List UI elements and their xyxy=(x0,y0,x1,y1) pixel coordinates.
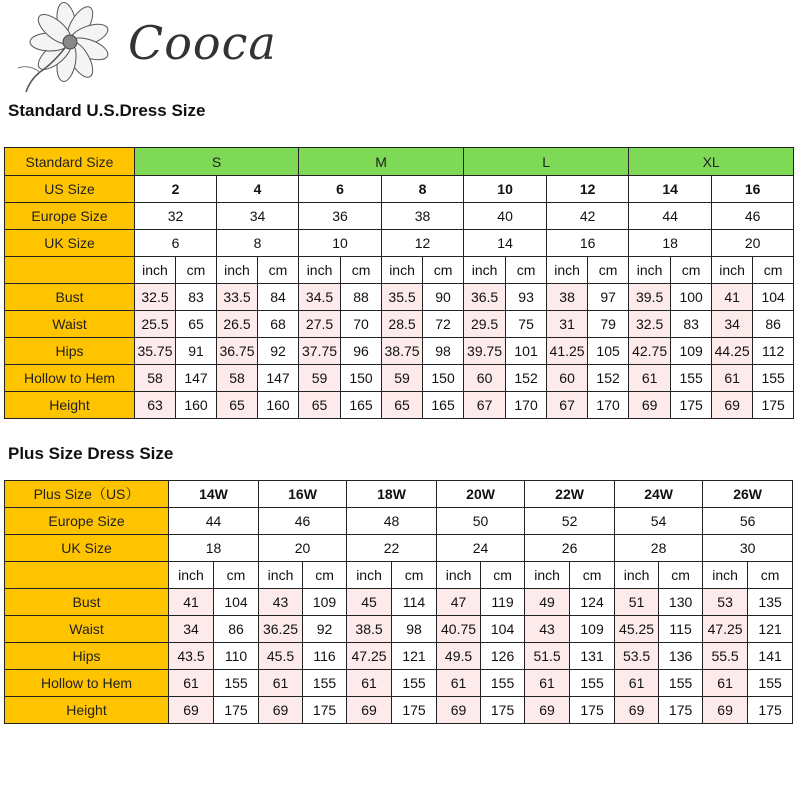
measure-cell: 104 xyxy=(753,284,794,311)
unit-cell: cm xyxy=(753,257,794,284)
measure-cell: 47 xyxy=(437,589,481,616)
measure-cell: 152 xyxy=(588,365,629,392)
unit-cell: cm xyxy=(481,562,525,589)
measure-cell: 136 xyxy=(659,643,703,670)
measure-cell: 160 xyxy=(258,392,299,419)
brand-name: Cooca xyxy=(128,16,277,70)
measure-cell: 35.5 xyxy=(382,284,423,311)
measure-cell: 67 xyxy=(464,392,506,419)
measure-cell: 37.75 xyxy=(299,338,341,365)
measure-cell: 147 xyxy=(176,365,217,392)
unit-cell: cm xyxy=(570,562,615,589)
unit-cell: cm xyxy=(176,257,217,284)
measure-cell: 67 xyxy=(547,392,588,419)
size-cell: 14 xyxy=(464,230,547,257)
size-cell: 32 xyxy=(135,203,217,230)
measure-cell: 170 xyxy=(506,392,547,419)
measure-cell: 36.5 xyxy=(464,284,506,311)
measure-cell: 83 xyxy=(671,311,712,338)
measure-cell: 175 xyxy=(570,697,615,724)
size-cell: 18 xyxy=(169,535,259,562)
unit-cell: inch xyxy=(169,562,214,589)
size-cell: 18 xyxy=(629,230,712,257)
size-cell: 52 xyxy=(525,508,615,535)
unit-cell: inch xyxy=(525,562,570,589)
measure-cell: 69 xyxy=(525,697,570,724)
measure-cell: 101 xyxy=(506,338,547,365)
measure-cell: 155 xyxy=(214,670,259,697)
size-cell: 8 xyxy=(382,176,464,203)
measure-cell: 61 xyxy=(169,670,214,697)
unit-cell: inch xyxy=(629,257,671,284)
row-label: Hollow to Hem xyxy=(5,670,169,697)
measure-cell: 61 xyxy=(703,670,748,697)
measure-cell: 79 xyxy=(588,311,629,338)
size-header: 14W xyxy=(169,481,259,508)
size-cell: 4 xyxy=(217,176,299,203)
measure-cell: 170 xyxy=(588,392,629,419)
unit-cell: cm xyxy=(423,257,464,284)
measure-cell: 109 xyxy=(671,338,712,365)
measure-cell: 155 xyxy=(748,670,793,697)
measure-cell: 126 xyxy=(481,643,525,670)
measure-cell: 114 xyxy=(392,589,437,616)
size-cell: 24 xyxy=(437,535,525,562)
size-header: 16W xyxy=(259,481,347,508)
size-cell: 6 xyxy=(135,230,217,257)
measure-cell: 91 xyxy=(176,338,217,365)
measure-cell: 155 xyxy=(753,365,794,392)
row-label: Plus Size（US） xyxy=(5,481,169,508)
measure-cell: 121 xyxy=(392,643,437,670)
measure-cell: 93 xyxy=(506,284,547,311)
measure-cell: 69 xyxy=(703,697,748,724)
size-cell: 6 xyxy=(299,176,382,203)
measure-cell: 175 xyxy=(671,392,712,419)
measure-cell: 69 xyxy=(629,392,671,419)
measure-cell: 90 xyxy=(423,284,464,311)
row-label xyxy=(5,562,169,589)
daisy-flower-icon xyxy=(10,2,125,97)
row-label: Bust xyxy=(5,284,135,311)
measure-cell: 109 xyxy=(303,589,347,616)
size-cell: 8 xyxy=(217,230,299,257)
measure-cell: 96 xyxy=(341,338,382,365)
measure-cell: 165 xyxy=(423,392,464,419)
measure-cell: 92 xyxy=(303,616,347,643)
unit-cell: cm xyxy=(303,562,347,589)
measure-cell: 39.5 xyxy=(629,284,671,311)
measure-cell: 60 xyxy=(547,365,588,392)
size-header: 22W xyxy=(525,481,615,508)
measure-cell: 53 xyxy=(703,589,748,616)
table-row xyxy=(5,148,794,176)
unit-cell: inch xyxy=(437,562,481,589)
measure-cell: 155 xyxy=(570,670,615,697)
measure-cell: 119 xyxy=(481,589,525,616)
plus-size-heading: Plus Size Dress Size xyxy=(8,444,174,463)
table-row xyxy=(5,365,794,392)
measure-cell: 61 xyxy=(437,670,481,697)
measure-cell: 63 xyxy=(135,392,176,419)
measure-cell: 175 xyxy=(748,697,793,724)
measure-cell: 69 xyxy=(712,392,753,419)
table-row xyxy=(5,338,794,365)
measure-cell: 70 xyxy=(341,311,382,338)
unit-cell: cm xyxy=(588,257,629,284)
measure-cell: 165 xyxy=(341,392,382,419)
measure-cell: 61 xyxy=(615,670,659,697)
size-header: 18W xyxy=(347,481,437,508)
measure-cell: 32.5 xyxy=(135,284,176,311)
measure-cell: 175 xyxy=(753,392,794,419)
unit-cell: cm xyxy=(392,562,437,589)
measure-cell: 36.25 xyxy=(259,616,303,643)
table-row xyxy=(5,670,793,697)
row-label: Hips xyxy=(5,338,135,365)
measure-cell: 36.75 xyxy=(217,338,258,365)
size-cell: 38 xyxy=(382,203,464,230)
measure-cell: 49.5 xyxy=(437,643,481,670)
size-cell: 14 xyxy=(629,176,712,203)
measure-cell: 41.25 xyxy=(547,338,588,365)
measure-cell: 116 xyxy=(303,643,347,670)
unit-cell: cm xyxy=(506,257,547,284)
measure-cell: 92 xyxy=(258,338,299,365)
measure-cell: 29.5 xyxy=(464,311,506,338)
row-label: Hips xyxy=(5,643,169,670)
measure-cell: 69 xyxy=(615,697,659,724)
measure-cell: 155 xyxy=(659,670,703,697)
measure-cell: 147 xyxy=(258,365,299,392)
row-label: Europe Size xyxy=(5,203,135,230)
measure-cell: 61 xyxy=(712,365,753,392)
measure-cell: 61 xyxy=(347,670,392,697)
size-cell: 54 xyxy=(615,508,703,535)
measure-cell: 98 xyxy=(423,338,464,365)
unit-cell: cm xyxy=(341,257,382,284)
measure-cell: 175 xyxy=(481,697,525,724)
measure-cell: 155 xyxy=(481,670,525,697)
measure-cell: 38.5 xyxy=(347,616,392,643)
row-label: Waist xyxy=(5,616,169,643)
row-label: Standard Size xyxy=(5,148,135,176)
table-row xyxy=(5,562,793,589)
size-cell: 22 xyxy=(347,535,437,562)
table-row xyxy=(5,508,793,535)
measure-cell: 39.75 xyxy=(464,338,506,365)
measure-cell: 152 xyxy=(506,365,547,392)
size-cell: 42 xyxy=(547,203,629,230)
measure-cell: 150 xyxy=(341,365,382,392)
table-row xyxy=(5,176,794,203)
size-cell: 56 xyxy=(703,508,793,535)
size-cell: 2 xyxy=(135,176,217,203)
measure-cell: 100 xyxy=(671,284,712,311)
table-row xyxy=(5,392,794,419)
measure-cell: 41 xyxy=(169,589,214,616)
measure-cell: 155 xyxy=(392,670,437,697)
measure-cell: 60 xyxy=(464,365,506,392)
measure-cell: 86 xyxy=(753,311,794,338)
measure-cell: 69 xyxy=(437,697,481,724)
size-cell: 34 xyxy=(217,203,299,230)
row-label: Height xyxy=(5,392,135,419)
size-cell: 44 xyxy=(169,508,259,535)
size-cell: 40 xyxy=(464,203,547,230)
measure-cell: 65 xyxy=(217,392,258,419)
table-row xyxy=(5,481,793,508)
measure-cell: 97 xyxy=(588,284,629,311)
measure-cell: 61 xyxy=(629,365,671,392)
measure-cell: 33.5 xyxy=(217,284,258,311)
size-cell: 48 xyxy=(347,508,437,535)
unit-cell: cm xyxy=(214,562,259,589)
measure-cell: 115 xyxy=(659,616,703,643)
unit-cell: cm xyxy=(659,562,703,589)
size-cell: 26 xyxy=(525,535,615,562)
measure-cell: 42.75 xyxy=(629,338,671,365)
measure-cell: 59 xyxy=(299,365,341,392)
size-cell: 50 xyxy=(437,508,525,535)
measure-cell: 69 xyxy=(259,697,303,724)
measure-cell: 72 xyxy=(423,311,464,338)
measure-cell: 32.5 xyxy=(629,311,671,338)
brand-logo xyxy=(10,2,277,92)
measure-cell: 175 xyxy=(303,697,347,724)
standard-size-heading: Standard U.S.Dress Size xyxy=(8,101,206,120)
measure-cell: 34 xyxy=(169,616,214,643)
measure-cell: 75 xyxy=(506,311,547,338)
unit-cell: inch xyxy=(259,562,303,589)
size-cell: 16 xyxy=(547,230,629,257)
measure-cell: 175 xyxy=(392,697,437,724)
measure-cell: 28.5 xyxy=(382,311,423,338)
measure-cell: 141 xyxy=(748,643,793,670)
measure-cell: 112 xyxy=(753,338,794,365)
size-cell: 20 xyxy=(712,230,794,257)
row-label: Bust xyxy=(5,589,169,616)
measure-cell: 41 xyxy=(712,284,753,311)
measure-cell: 55.5 xyxy=(703,643,748,670)
table-row xyxy=(5,311,794,338)
measure-cell: 26.5 xyxy=(217,311,258,338)
measure-cell: 150 xyxy=(423,365,464,392)
measure-cell: 27.5 xyxy=(299,311,341,338)
table-row xyxy=(5,284,794,311)
size-cell: 46 xyxy=(712,203,794,230)
size-header: 26W xyxy=(703,481,793,508)
size-header: 20W xyxy=(437,481,525,508)
measure-cell: 104 xyxy=(214,589,259,616)
measure-cell: 58 xyxy=(135,365,176,392)
measure-cell: 43 xyxy=(525,616,570,643)
unit-cell: cm xyxy=(258,257,299,284)
measure-cell: 105 xyxy=(588,338,629,365)
plus-size-table xyxy=(4,480,793,724)
measure-cell: 69 xyxy=(347,697,392,724)
measure-cell: 47.25 xyxy=(703,616,748,643)
measure-cell: 121 xyxy=(748,616,793,643)
measure-cell: 58 xyxy=(217,365,258,392)
measure-cell: 135 xyxy=(748,589,793,616)
unit-cell: inch xyxy=(464,257,506,284)
table-row xyxy=(5,616,793,643)
measure-cell: 43.5 xyxy=(169,643,214,670)
table-row xyxy=(5,697,793,724)
size-cell: 46 xyxy=(259,508,347,535)
unit-cell: inch xyxy=(382,257,423,284)
measure-cell: 155 xyxy=(671,365,712,392)
measure-cell: 68 xyxy=(258,311,299,338)
measure-cell: 38 xyxy=(547,284,588,311)
measure-cell: 160 xyxy=(176,392,217,419)
row-label: UK Size xyxy=(5,230,135,257)
measure-cell: 124 xyxy=(570,589,615,616)
size-cell: 16 xyxy=(712,176,794,203)
size-cell: 10 xyxy=(299,230,382,257)
table-row xyxy=(5,643,793,670)
measure-cell: 109 xyxy=(570,616,615,643)
measure-cell: 104 xyxy=(481,616,525,643)
measure-cell: 25.5 xyxy=(135,311,176,338)
measure-cell: 47.25 xyxy=(347,643,392,670)
measure-cell: 44.25 xyxy=(712,338,753,365)
measure-cell: 59 xyxy=(382,365,423,392)
measure-cell: 65 xyxy=(176,311,217,338)
size-group-header: S xyxy=(135,148,299,176)
row-label: US Size xyxy=(5,176,135,203)
table-row xyxy=(5,257,794,284)
size-group-header: M xyxy=(299,148,464,176)
measure-cell: 38.75 xyxy=(382,338,423,365)
unit-cell: inch xyxy=(615,562,659,589)
size-group-header: L xyxy=(464,148,629,176)
measure-cell: 35.75 xyxy=(135,338,176,365)
unit-cell: inch xyxy=(135,257,176,284)
measure-cell: 31 xyxy=(547,311,588,338)
measure-cell: 175 xyxy=(214,697,259,724)
unit-cell: inch xyxy=(547,257,588,284)
size-cell: 30 xyxy=(703,535,793,562)
measure-cell: 98 xyxy=(392,616,437,643)
measure-cell: 88 xyxy=(341,284,382,311)
measure-cell: 43 xyxy=(259,589,303,616)
measure-cell: 53.5 xyxy=(615,643,659,670)
row-label: UK Size xyxy=(5,535,169,562)
measure-cell: 34 xyxy=(712,311,753,338)
unit-cell: cm xyxy=(748,562,793,589)
row-label: Waist xyxy=(5,311,135,338)
measure-cell: 110 xyxy=(214,643,259,670)
size-cell: 10 xyxy=(464,176,547,203)
size-header: 24W xyxy=(615,481,703,508)
measure-cell: 65 xyxy=(382,392,423,419)
measure-cell: 45.25 xyxy=(615,616,659,643)
size-cell: 12 xyxy=(382,230,464,257)
row-label: Height xyxy=(5,697,169,724)
table-row xyxy=(5,535,793,562)
unit-cell: inch xyxy=(347,562,392,589)
unit-cell: inch xyxy=(299,257,341,284)
measure-cell: 86 xyxy=(214,616,259,643)
measure-cell: 131 xyxy=(570,643,615,670)
size-group-header: XL xyxy=(629,148,794,176)
measure-cell: 61 xyxy=(259,670,303,697)
table-row xyxy=(5,203,794,230)
measure-cell: 45 xyxy=(347,589,392,616)
measure-cell: 49 xyxy=(525,589,570,616)
table-row xyxy=(5,230,794,257)
measure-cell: 45.5 xyxy=(259,643,303,670)
measure-cell: 175 xyxy=(659,697,703,724)
size-cell: 44 xyxy=(629,203,712,230)
unit-cell: inch xyxy=(712,257,753,284)
measure-cell: 34.5 xyxy=(299,284,341,311)
size-cell: 12 xyxy=(547,176,629,203)
measure-cell: 61 xyxy=(525,670,570,697)
unit-cell: inch xyxy=(703,562,748,589)
unit-cell: inch xyxy=(217,257,258,284)
size-cell: 20 xyxy=(259,535,347,562)
unit-cell: cm xyxy=(671,257,712,284)
table-row xyxy=(5,589,793,616)
row-label: Hollow to Hem xyxy=(5,365,135,392)
measure-cell: 51 xyxy=(615,589,659,616)
measure-cell: 65 xyxy=(299,392,341,419)
measure-cell: 40.75 xyxy=(437,616,481,643)
standard-size-table xyxy=(4,147,794,419)
size-cell: 28 xyxy=(615,535,703,562)
size-cell: 36 xyxy=(299,203,382,230)
row-label: Europe Size xyxy=(5,508,169,535)
measure-cell: 84 xyxy=(258,284,299,311)
measure-cell: 155 xyxy=(303,670,347,697)
measure-cell: 51.5 xyxy=(525,643,570,670)
measure-cell: 130 xyxy=(659,589,703,616)
row-label xyxy=(5,257,135,284)
measure-cell: 69 xyxy=(169,697,214,724)
measure-cell: 83 xyxy=(176,284,217,311)
